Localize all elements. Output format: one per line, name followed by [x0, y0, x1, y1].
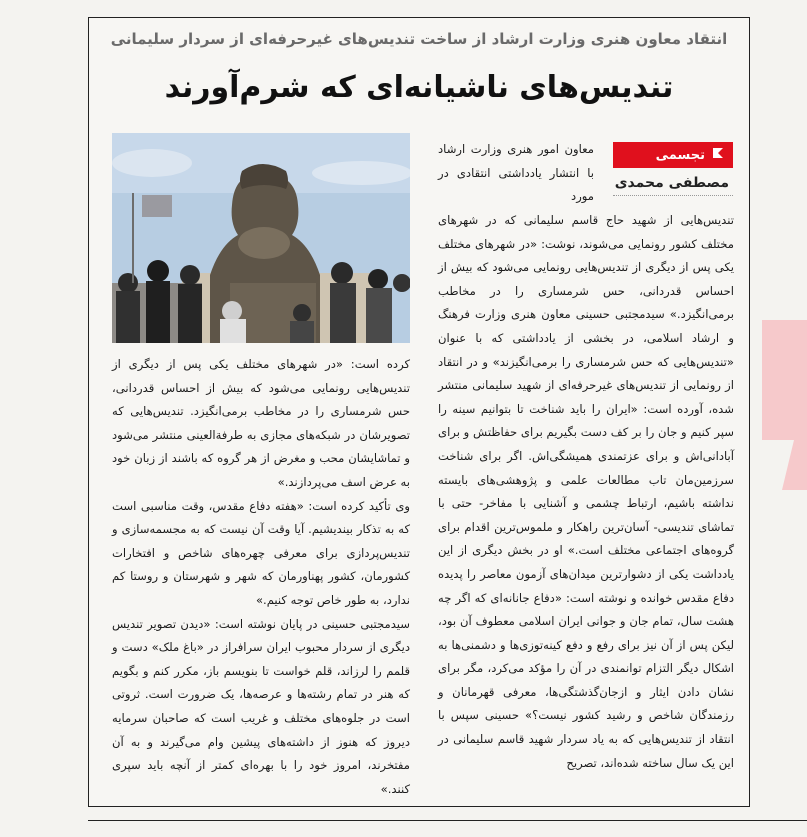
author-name: مصطفی محمدی: [613, 170, 733, 196]
byline-box: [613, 142, 733, 204]
article-photo: [112, 133, 410, 343]
left-column: [112, 353, 410, 801]
article-headline: تندیس‌های ناشیانه‌ای که شرم‌آورند: [164, 70, 674, 105]
left-paragraph: سیدمجتبی حسینی در پایان نوشته است: «دیدن تصویر تندیس دیگری از سردار محبوب ایران سرافراز در «باغ ملک» دست و قلمم را لرزاند، قلم خواست تا بنویسم باز، مکرر کنم و بگویم که هنر در تمام رشته‌ها و عرصه‌ها، یک ضرورت است. ثروتی است در جلوه‌های مختلف و غریب است که صاحبان سرمایه دیروز که هنوز از داشته‌های پیشین وام می‌گیرند و به آن مفتخرند، امروز خود را با بهره‌ای کمتر از آنچه باید سپری کنند.»: [112, 616, 410, 796]
left-paragraph: کرده است: «در شهرهای مختلف یکی پس از دیگری از تندیس‌هایی رونمایی می‌شود که بیش از احساس قدردانی، حس شرمساری را در مخاطب برمی‌انگیزد. تندیس‌هایی که تصویرشان در شبکه‌های مجازی به طرفةالعینی منتشر می‌شود و تماشایشان محب و مغرض از هر گروه که باشند از زبان خود به عرض اسف می‌پردازند.»: [112, 357, 410, 489]
divider: [88, 820, 807, 821]
right-column: [438, 209, 734, 775]
intro-column: [438, 138, 594, 209]
side-decoration: [752, 320, 807, 490]
statue-photo: [112, 133, 410, 343]
section-tag: [613, 142, 733, 168]
section-label: تجسمی: [655, 147, 705, 163]
arrow-tag-icon: [711, 146, 725, 164]
intro-text: معاون امور هنری وزارت ارشاد با انتشار یادداشتی انتقادی در مورد: [438, 142, 594, 204]
left-paragraph: وی تأکید کرده است: «هفته دفاع مقدس، وقت مناسبی است که به تذکار بیندیشیم. آیا وقت آن نیست که به مجسمه‌سازی و تندیس‌پردازی برای معرفی چهره‌های شاخص و افتخارات کشورمان، کشور پهناورمان که شهر و شهرستان و روستا کم ندارد، به طور خاص توجه کنیم.»: [112, 498, 410, 607]
right-column-text: تندیس‌هایی از شهید حاج قاسم سلیمانی که در شهرهای مختلف کشور رونمایی می‌شوند، نوشت: «در شهرهای مختلف یکی پس از دیگری از تندیس‌هایی رونمایی می‌شود که بیش از احساس قدردانی، حس شرمساری را در مخاطب برمی‌انگیزد.» سیدمجتبی حسینی معاون هنری وزارت فرهنگ و ارشاد اسلامی، در بخشی از یادداشتی که با عنوان «تندیس‌هایی که حس شرمساری را برمی‌انگیزند» و در انتقاد از رونمایی از تندیس‌های غیرحرفه‌ای از شهید سلیمانی منتشر شده، آورده است: «ایران را باید شناخت تا بتوانیم سینه را سپر کنیم و جان را بر کف دست بگیریم برای حفاظتش و برای آبادانی‌اش و برای عزتمندی همیشگی‌اش. اگر برای شناخت سرزمین‌مان تاب مطالعات علمی و پژوهشی‌های بایسته نداشته باشیم، ارتباط چشمی و آشنایی با مفاخر- حتی با تماشای تندیسی- آسان‌ترین راهکار و ملموس‌ترین اقدام برای گروه‌های اجتماعی مختلف است.» او در بخش دیگری از این یادداشت یکی از دشوارترین میدان‌های آزمون معاصر را پدیده دفاع مقدس خوانده و نوشته است: «دفاع جانانه‌ای که اگر چه هشت سال، تمام جان و جوانی ایران اسلامی معطوف آن بود، لیکن پس از آن نیز برای رفع و دفع کینه‌توزی‌ها و دشمنی‌ها به اشکال دیگر التزام توانمندی در آن را مؤکد می‌کرد، مگر برای نشان دادن ایثار و ازجان‌گذشتگی‌ها، معرفی قهرمانان و رزمندگان شاخص و رشید کشور نیست؟» حسینی سپس با انتقاد از تندیس‌هایی که به یاد سردار شهید قاسم سلیمانی در این یک سال ساخته شده‌اند، تصریح: [438, 213, 734, 770]
article-kicker: انتقاد معاون هنری وزارت ارشاد از ساخت تندیس‌های غیرحرفه‌ای از سردار سلیمانی: [110, 30, 728, 48]
article-box: [88, 17, 750, 807]
